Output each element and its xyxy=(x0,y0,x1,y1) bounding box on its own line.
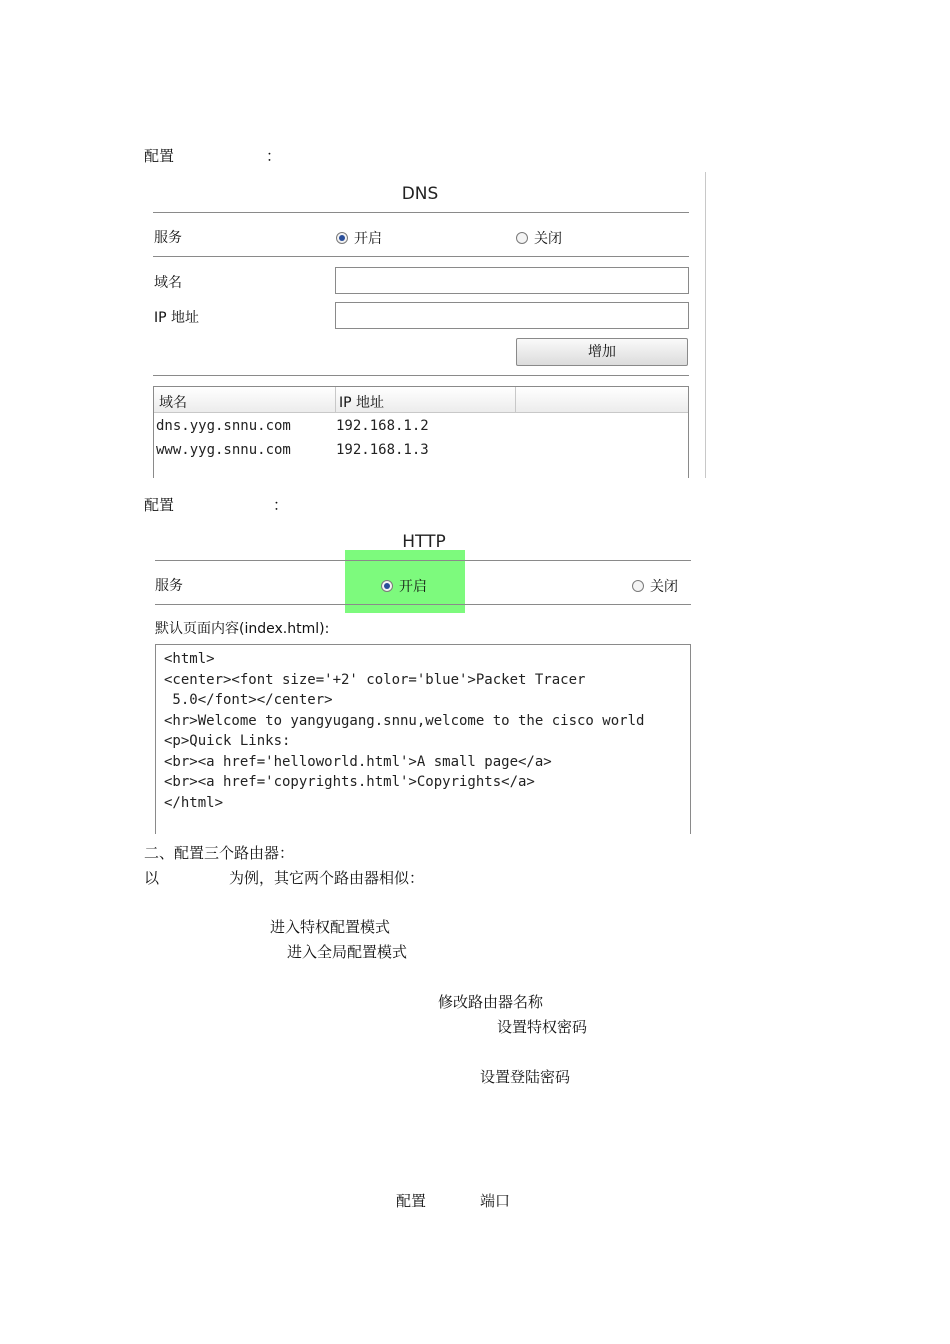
dns-ip-label: IP 地址 xyxy=(154,310,200,326)
http-index-label: 默认页面内容(index.html): xyxy=(155,621,330,637)
dns-table-header-domain[interactable]: 域名 xyxy=(159,395,187,411)
table-cell-domain: dns.yyg.snnu.com xyxy=(156,418,291,434)
example-suffix: 为例，其它两个路由器相似： xyxy=(229,869,425,887)
table-cell-ip: 192.168.1.3 xyxy=(336,442,429,458)
dns-off-label: 关闭 xyxy=(534,230,562,247)
header-col-sep-1 xyxy=(335,387,336,412)
http-service-label: 服务 xyxy=(155,578,183,594)
code-line: 5.0</font></center> xyxy=(164,692,333,708)
code-line: <p>Quick Links: xyxy=(164,733,291,749)
port-label: 端口 xyxy=(480,1192,511,1210)
table-row[interactable] xyxy=(154,417,688,439)
dns-table-header xyxy=(154,387,688,413)
code-line: <br><a href='copyrights.html'>Copyrights</a> xyxy=(164,774,535,790)
dns-service-on-radio[interactable] xyxy=(336,227,382,248)
http-on-label: 开启 xyxy=(399,578,427,595)
dns-panel-right-border xyxy=(705,172,706,478)
table-row[interactable] xyxy=(154,441,688,463)
dns-title-divider xyxy=(153,212,689,213)
note-hostname: 修改路由器名称 xyxy=(438,993,544,1011)
http-panel-title: HTTP xyxy=(402,532,446,552)
dns-ip-input[interactable] xyxy=(335,302,689,329)
example-prefix: 以 xyxy=(144,869,160,887)
http-index-editor[interactable] xyxy=(155,644,691,834)
dns-service-off-radio[interactable] xyxy=(516,227,562,248)
http-service-divider xyxy=(155,604,691,605)
table-cell-ip: 192.168.1.2 xyxy=(336,418,429,434)
dns-add-button[interactable]: 增加 xyxy=(516,338,688,366)
note-login-password: 设置登陆密码 xyxy=(480,1068,571,1086)
dns-records-table xyxy=(153,386,689,478)
dns-form-divider xyxy=(153,375,689,376)
dns-on-label: 开启 xyxy=(354,230,382,247)
table-cell-domain: www.yyg.snnu.com xyxy=(156,442,291,458)
http-config-heading: 配置 xyxy=(144,496,175,514)
dns-config-heading-colon: ： xyxy=(266,147,282,165)
dns-panel-title: DNS xyxy=(401,184,439,204)
dns-table-header-ip[interactable]: IP 地址 xyxy=(339,395,385,411)
code-line: </html> xyxy=(164,794,224,811)
dns-domain-label: 域名 xyxy=(154,275,182,291)
http-off-label: 关闭 xyxy=(650,578,678,595)
config-label: 配置 xyxy=(396,1192,427,1210)
header-col-sep-2 xyxy=(515,387,516,412)
dns-service-label: 服务 xyxy=(154,230,182,246)
dns-config-heading: 配置 xyxy=(144,147,175,165)
http-config-heading-colon: ： xyxy=(273,496,289,514)
code-line: <br><a href='helloworld.html'>A small page</a> xyxy=(164,753,552,770)
code-line: <center><font size='+2' color='blue'>Packet Tracer xyxy=(164,671,586,688)
dns-service-divider xyxy=(153,256,689,257)
code-line: <hr>Welcome to yangyugang.snnu,welcome to the cisco world xyxy=(164,712,645,729)
note-enable-secret: 设置特权密码 xyxy=(497,1018,588,1036)
note-enable: 进入特权配置模式 xyxy=(270,918,391,936)
radio-selected-icon xyxy=(381,580,393,592)
http-title-divider xyxy=(155,560,691,561)
note-configure-terminal: 进入全局配置模式 xyxy=(287,943,408,961)
code-line: <html> xyxy=(164,651,215,667)
dns-domain-input[interactable] xyxy=(335,267,689,294)
radio-unselected-icon xyxy=(632,580,644,592)
http-service-on-radio[interactable] xyxy=(381,575,427,596)
section-two-heading: 二、配置三个路由器： xyxy=(144,844,295,862)
http-service-off-radio[interactable] xyxy=(632,575,678,596)
radio-unselected-icon xyxy=(516,232,528,244)
radio-selected-icon xyxy=(336,232,348,244)
